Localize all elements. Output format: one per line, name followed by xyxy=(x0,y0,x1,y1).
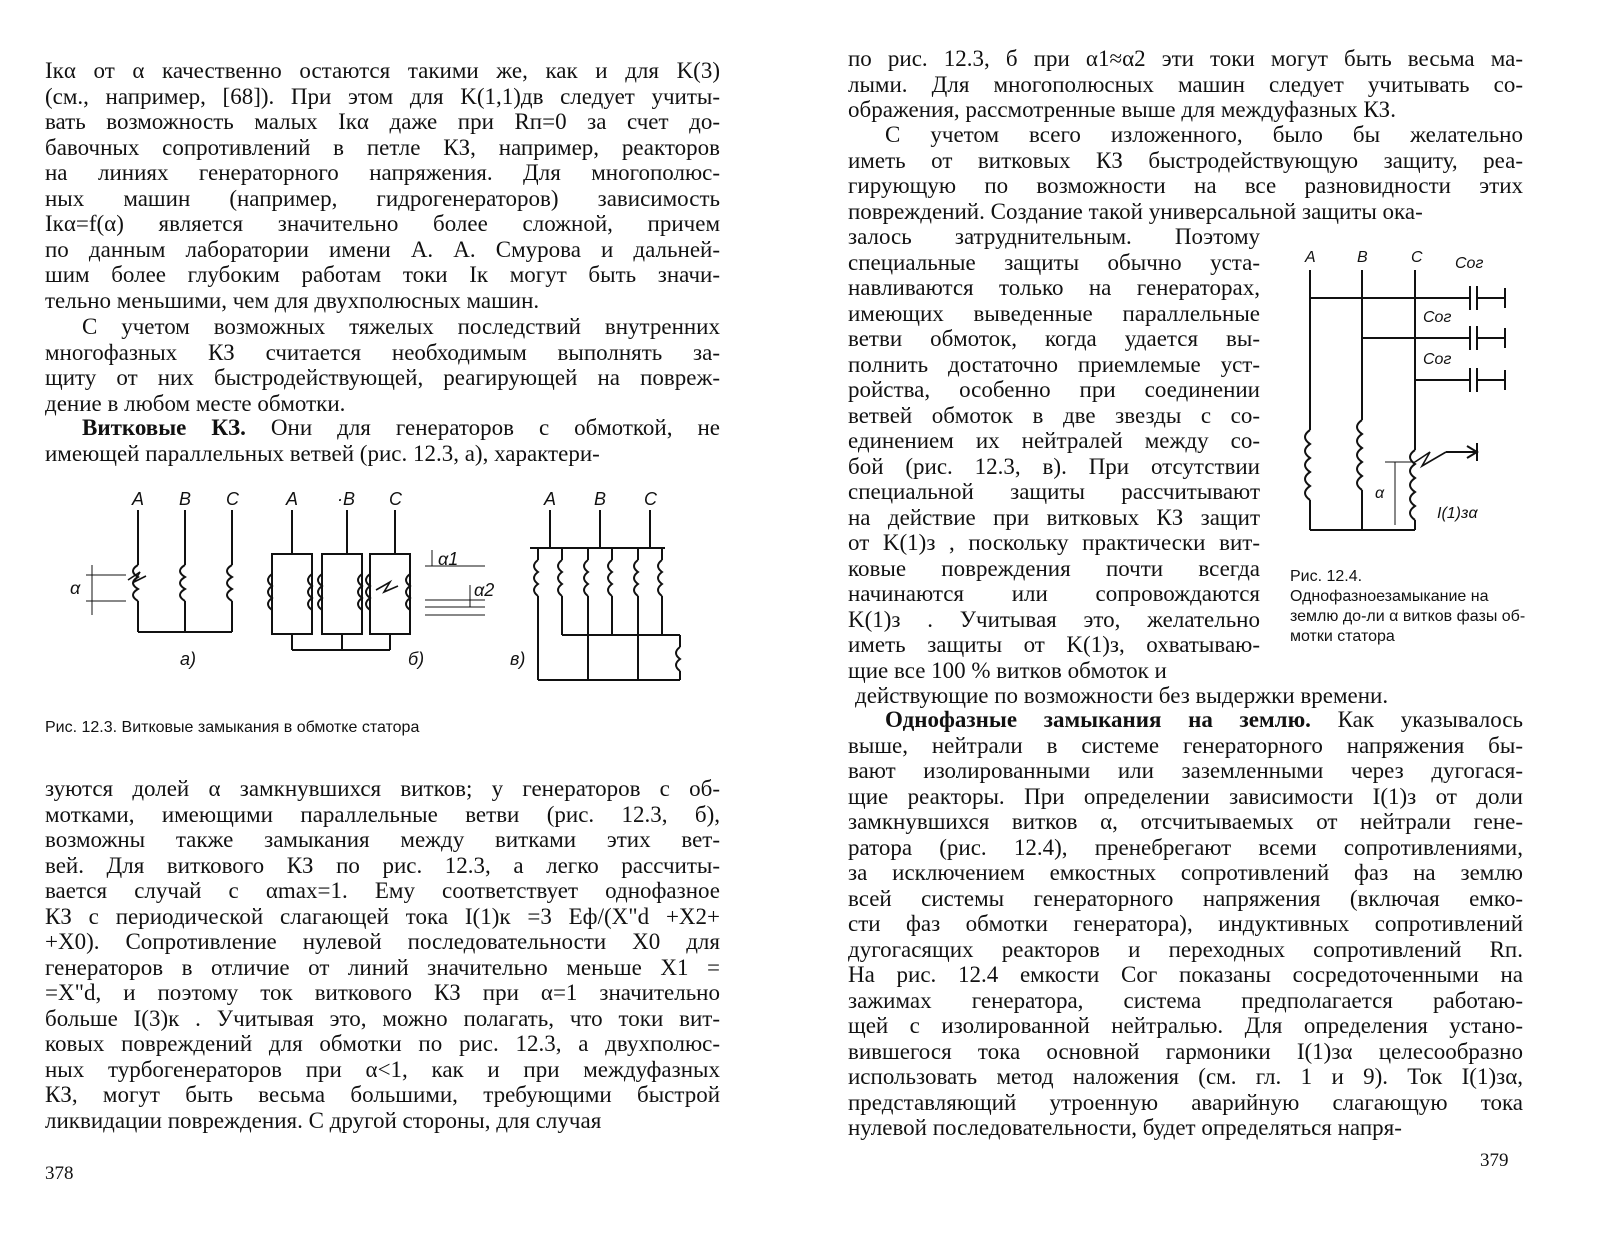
text-line: вившегося тока основной гармоники I(1)зα целесообразно xyxy=(848,1038,1523,1064)
text-line: единением их нейтралей между со- xyxy=(848,428,1260,453)
text-line: бавочных сопротивлений в петле КЗ, например, реакторов xyxy=(45,134,720,160)
text-line: полнить достаточно приемлемые уст- xyxy=(848,351,1260,377)
text-line: ройства, особенно при соединении xyxy=(848,377,1260,402)
text-line: навливаются только на генераторах, xyxy=(848,275,1260,300)
text-line: вают изолированными или заземленными через дугогася- xyxy=(848,758,1523,783)
text-line: дение в любом месте обмотки. xyxy=(45,390,346,416)
fig-c-label-c: C xyxy=(644,490,657,509)
text-line: мотками, имеющими параллельные ветви (рис. 12.3, б), xyxy=(45,801,720,827)
text-line: вается случай с αmax=1. Ему соответствует однофазное xyxy=(45,878,720,903)
right-paragraph-3-end: действующие по возможности без выдержки времени. xyxy=(855,683,1389,708)
text-line: залось затруднительным. Поэтому xyxy=(848,224,1260,249)
text-line: многофазных КЗ считается необходимым выполнять за- xyxy=(45,339,720,365)
text-line: бой (рис. 12.3, в). При отсутствии xyxy=(848,453,1260,479)
text-line: использовать метод наложения (см. гл. 1 и 9). Ток I(1)зα, xyxy=(848,1064,1523,1089)
text-line: щие реакторы. При определении зависимости I(1)з от доли xyxy=(848,783,1523,809)
figure-12-4-caption xyxy=(1290,567,1530,647)
text-line: ображения, рассмотренные выше для междуфазных КЗ. xyxy=(848,97,1396,122)
text-line: С учетом возможных тяжелых последствий внутренних xyxy=(82,314,720,339)
text-line: генераторов в отличие от линий значительно меньше X1 = xyxy=(45,954,720,980)
fig-b-label-b: ·B xyxy=(337,490,355,509)
figure-12-3-caption: Рис. 12.3. Витковые замыкания в обмотке статора xyxy=(45,719,420,736)
text-line: специальные защиты обычно уста- xyxy=(848,249,1260,275)
text-line: мотки статора xyxy=(1290,628,1395,645)
text-line: лыми. Для многополюсных машин следует учитывать со- xyxy=(848,71,1523,97)
fig-12-4-label-c: C xyxy=(1411,249,1423,266)
text-line: ных турбогенераторов при α<1, как и при междуфазных xyxy=(45,1056,720,1082)
fig-12-4-cog-2: Cог xyxy=(1423,309,1452,326)
fig-b-alpha1: α1 xyxy=(438,549,459,569)
text-line: +X0). Сопротивление нулевой последовательности X0 для xyxy=(45,929,720,954)
fig-b-label-c: C xyxy=(389,490,402,509)
figure-12-4-diagram xyxy=(1295,240,1535,550)
left-page xyxy=(0,0,780,1250)
text-line: K(1)з . Учитывая это, желательно xyxy=(848,606,1260,632)
text-line: за исключением емкостных сопротивлений фаз на землю xyxy=(848,860,1523,885)
text-line: щие все 100 % витков обмоток и xyxy=(848,657,1167,683)
text-line: замыкание на землю до- xyxy=(1290,588,1489,625)
text-line: вей. Для виткового КЗ по рис. 12.3, а легко рассчиты- xyxy=(45,852,720,878)
text-line: ли α витков фазы об- xyxy=(1366,608,1526,625)
section-heading-turn-faults: Витковые КЗ. xyxy=(82,415,246,440)
text-line: больше I(3)к . Учитывая это, можно полагать, что токи вит- xyxy=(45,1005,720,1031)
text-line: замкнувшихся витков α, отсчитываемых от нейтрали гене- xyxy=(848,809,1523,834)
text-line: начинаются или сопровождаются xyxy=(848,581,1260,606)
text-line: выше, нейтрали в системе генераторного напряжения бы- xyxy=(848,732,1523,758)
figure-12-3-diagram xyxy=(60,490,720,700)
fig-c-label-b: B xyxy=(594,490,607,509)
text-line: щей с изолированной нейтралью. Для определения устано- xyxy=(848,1013,1523,1038)
text-line: на линиях генераторного напряжения. Для многополюс- xyxy=(45,160,720,185)
text-line: иметь от витковых КЗ быстродействующую защиту, реа- xyxy=(848,147,1523,173)
text-line: повреждений. Создание такой универсальной защиты ока- xyxy=(848,198,1423,224)
text-line: КЗ с периодической слагающей тока I(1)к =3 Eф/(X"d +X2+ xyxy=(45,903,720,929)
text-line: Iкα от α качественно остаются такими же, как и для K(3) xyxy=(45,58,720,83)
text-line: зажимах генератора, система предполагается работаю- xyxy=(848,987,1523,1013)
text-line: по данным лаборатории имени А. А. Смурова и дальней- xyxy=(45,236,720,262)
fig-c-label-a: A xyxy=(544,490,557,509)
fig-b-sublabel: б) xyxy=(408,649,425,669)
text-line: ратора (рис. 12.4), пренебрегают всеми сопротивлениями, xyxy=(848,834,1523,860)
text-line: Iкα=f(α) является значительно более сложной, причем xyxy=(45,211,720,236)
right-page xyxy=(800,0,1600,1250)
fig-a-label-a: A xyxy=(132,490,145,509)
text-line: от K(1)з , поскольку практически вит- xyxy=(848,530,1260,555)
text-line: специальной защиты рассчитывают xyxy=(848,479,1260,504)
text-line: На рис. 12.4 емкости Cог показаны сосредоточенными на xyxy=(848,962,1523,987)
fig-12-4-current: I(1)зα xyxy=(1437,505,1478,522)
right-paragraph-2 xyxy=(848,122,1523,224)
left-paragraph-4 xyxy=(45,776,720,1133)
fig-b-label-a: A xyxy=(286,490,299,509)
text-line: щиту от них быстродействующей, реагирующей на повреж- xyxy=(45,365,720,390)
text-line: =X"d, и поэтому ток виткового КЗ при α=1 значительно xyxy=(45,980,720,1005)
text-line: нулевой последовательности, будет определяться напря- xyxy=(848,1115,1402,1140)
text-line: тельно меньшими, чем для двухполюсных машин. xyxy=(45,287,540,313)
text-line: КЗ, могут быть весьма большими, требующими быстрой xyxy=(45,1082,720,1107)
text-line: Рис. 12.4. Однофазное xyxy=(1290,568,1385,605)
text-line: ветви обмоток, когда удается вы- xyxy=(848,326,1260,351)
left-paragraph-2 xyxy=(45,314,720,416)
text-line: С учетом всего изложенного, было бы желательно xyxy=(885,122,1523,147)
text-line: сти фаз обмотки генератора), индуктивных сопротивлений xyxy=(848,911,1523,936)
fig-a-alpha: α xyxy=(70,578,81,598)
page-number-left: 378 xyxy=(45,1163,74,1184)
text-line: ветвей обмоток в две звезды с со- xyxy=(848,402,1260,428)
text-line: ликвидации повреждения. С другой стороны, для случая xyxy=(45,1107,602,1133)
text-line: ковые повреждения почти всегда xyxy=(848,555,1260,581)
right-paragraph-3 xyxy=(848,224,1260,683)
text-line: (см., например, [68]). При этом для K(1,1)дв следует учиты- xyxy=(45,83,720,109)
text-line: шим более глубоким работам токи Iк могут быть значи- xyxy=(45,262,720,287)
left-paragraph-3: Витковые КЗ. Они для генераторов с обмоткой, не имеющей параллельных ветвей (рис. 12.3, а), характери- xyxy=(45,415,721,466)
text-line: по рис. 12.3, б при α1≈α2 эти токи могут быть весьма ма- xyxy=(848,46,1523,71)
text-line: гирующую по возможности на все разновидности этих xyxy=(848,173,1523,198)
fig-12-4-cog-1: Cог xyxy=(1455,255,1484,272)
fig-a-sublabel: а) xyxy=(180,649,197,669)
text-line: возможны также замыкания между витками этих вет- xyxy=(45,827,720,852)
left-paragraph-1 xyxy=(45,58,720,313)
right-paragraph-4: Однофазные замыкания на землю. Как указывалось выше, нейтрали в системе генераторного напряжения бы- вают изолированными или заземленными через дугогася- щие реакторы. При определении зависимости I(1)з от доли замкнувшихся витков α, отсчитываемых от нейтрали гене- ратора (рис. 12.4), пренебрегают всеми сопротивлениями, за исключением емкостных сопротивлений фаз на землю всей системы генераторного напряжения (включая емко- сти фаз обмотки генератора), индуктивных сопротивлений дугогасящих реакторов и переходных сопротивлений Rп. На рис. 12.4 емкости Cог показаны сосредоточенными на зажимах генератора, система предполагается работаю- щей с изолированной нейтралью. Для определения устано- вившегося тока основной гармоники I(1)зα целесообразно использовать метод наложения (см. гл. 1 и 9). Ток I(1)зα, представляющий утроенную аварийную слагающую тока нулевой последовательности, будет определяться напря- xyxy=(848,707,1523,1140)
text-line: дугогасящих реакторов и переходных сопротивлений Rп. xyxy=(848,936,1523,962)
page-number-right: 379 xyxy=(1480,1150,1509,1171)
fig-b-alpha2: α2 xyxy=(474,580,495,600)
text-line: вать возможность малых Iкα даже при Rп=0 за счет до- xyxy=(45,109,720,134)
text-line: иметь защиты от K(1)з, охватываю- xyxy=(848,632,1260,657)
fig-c-sublabel: в) xyxy=(510,649,526,669)
fig-a-label-c: C xyxy=(226,490,239,509)
text-line: всей системы генераторного напряжения (включая емко- xyxy=(848,885,1523,911)
text-line: зуются долей α замкнувшихся витков; у генераторов с об- xyxy=(45,776,720,801)
fig-12-4-alpha: α xyxy=(1375,485,1385,502)
text-line: представляющий утроенную аварийную слагающую тока xyxy=(848,1089,1523,1115)
right-paragraph-1 xyxy=(848,46,1523,123)
text-line: на действие при витковых КЗ защит xyxy=(848,504,1260,530)
text-line: ных машин (например, гидрогенераторов) зависимость xyxy=(45,185,720,211)
section-heading-ground-faults: Однофазные замыкания на землю. xyxy=(885,707,1311,732)
fig-12-4-cog-3: Cог xyxy=(1423,351,1452,368)
fig-a-label-b: B xyxy=(179,490,192,509)
fig-12-4-label-b: B xyxy=(1357,249,1368,266)
fig-12-4-label-a: A xyxy=(1305,249,1316,266)
text-line: ковых повреждений для обмотки по рис. 12.3, а двухполюс- xyxy=(45,1031,720,1056)
text-line: имеющих выведенные параллельные xyxy=(848,300,1260,326)
